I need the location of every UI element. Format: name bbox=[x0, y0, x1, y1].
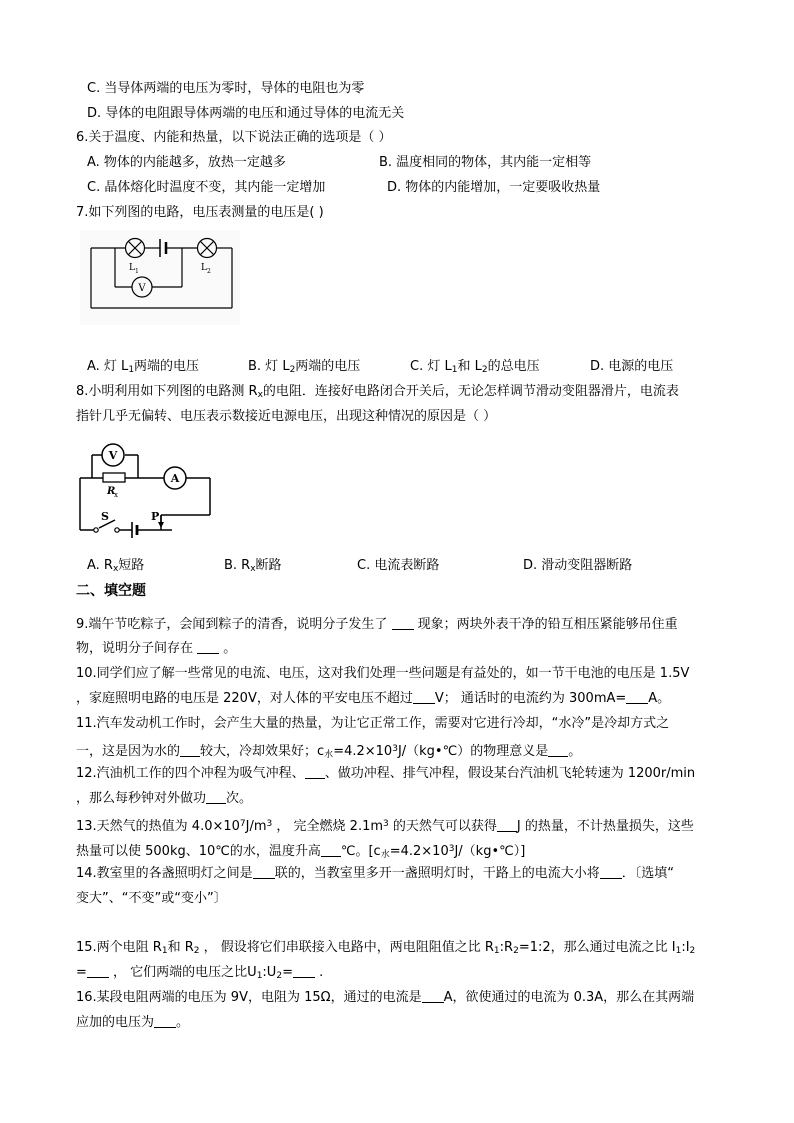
q6-stem: 6.关于温度、内能和热量，以下说法正确的选项是（ ） bbox=[76, 130, 392, 145]
q8-option-c: C. 电流表断路 bbox=[357, 558, 440, 573]
answer-blank[interactable] bbox=[497, 819, 517, 832]
switch-icon bbox=[94, 528, 98, 532]
q13-line2: 热量可以使 500kg、10℃的水，温度升高 ℃。$[c_水=4.2\times 10^3J/(kg•℃)]$ bbox=[76, 844, 526, 860]
switch-label: S bbox=[101, 510, 109, 523]
lamp-l1-label: L bbox=[129, 263, 135, 273]
answer-blank[interactable] bbox=[413, 691, 435, 704]
q9-line2: 物，说明分子间存在 。 bbox=[76, 641, 237, 656]
q13-line1: 13.天然气的热值为 $4.0\times 10^7J/m^3$ ， 完全燃烧 $2.1m^3$ 的天然气可以获得 J 的热量，不计热量损失，这些 bbox=[76, 819, 694, 834]
answer-blank[interactable] bbox=[154, 1015, 176, 1028]
q7-option-c: C. 灯 $L_1$和 $L_2$的总电压 bbox=[410, 359, 540, 375]
q6-option-b: B. 温度相同的物体，其内能一定相等 bbox=[379, 155, 592, 170]
q6-option-d: D. 物体的内能增加，一定要吸收热量 bbox=[387, 180, 601, 195]
lamp-l1-label-sub: 1 bbox=[135, 268, 139, 275]
section-heading-fill-in: 二、填空题 bbox=[76, 583, 146, 599]
q8-option-a: A. $R_x$短路 bbox=[87, 558, 145, 574]
answer-blank[interactable] bbox=[87, 965, 109, 978]
resistor-rx-icon bbox=[103, 473, 125, 482]
answer-blank[interactable] bbox=[206, 791, 226, 804]
q8-stem-line1: 8.小明利用如下列图的电路测 $R_x$的电阻．连接好电路闭合开关后，无论怎样调节滑动变阻器滑片，电流表 bbox=[76, 384, 679, 400]
resistor-label-sub: x bbox=[114, 491, 118, 499]
answer-blank[interactable] bbox=[197, 641, 219, 654]
q7-option-d: D. 电源的电压 bbox=[590, 359, 674, 374]
q16-line1: 16.某段电阻两端的电压为 9V，电阻为 15Ω，通过的电流是 A，欲使通过的电流为 0.3A，那么在其两端 bbox=[76, 990, 695, 1005]
answer-blank[interactable] bbox=[600, 866, 622, 879]
answer-blank[interactable] bbox=[422, 990, 444, 1003]
q8-option-d: D. 滑动变阻器断路 bbox=[523, 558, 633, 573]
q6-option-c: C. 晶体熔化时温度不变，其内能一定增加 bbox=[87, 180, 326, 195]
q10-line1: 10.同学们应了解一些常见的电流、电压，这对我们处理一些问题是有益处的，如一节干电池的电压是 1.5V bbox=[76, 666, 690, 681]
resistor-label: R bbox=[107, 486, 116, 497]
answer-blank[interactable] bbox=[180, 744, 200, 757]
q12-line1: 12.汽油机工作的四个冲程为吸气冲程、 、做功冲程、排气冲程，假设某台汽油机飞轮转速为 1200r/min bbox=[76, 766, 696, 781]
q4-option-c: C. 当导体两端的电压为零时，导体的电阻也为零 bbox=[87, 81, 365, 96]
q6-option-a: A. 物体的内能越多，放热一定越多 bbox=[87, 155, 286, 170]
lamp-l2-label: L bbox=[201, 263, 207, 273]
q12-line2: ，那么每秒钟对外做功 次。 bbox=[76, 791, 253, 806]
q10-line2: ，家庭照明电路的电压是 220V，对人体的平安电压不超过 V； 通话时的电流约为 300mA= A。 bbox=[76, 691, 671, 706]
q14-line1: 14.教室里的各盏照明灯之间是 联的，当教室里多开一盏照明灯时，干路上的电流大小将 ．〔选填“ bbox=[76, 866, 674, 881]
answer-blank[interactable] bbox=[293, 965, 315, 978]
q9-line1: 9.端午节吃粽子，会闻到粽子的清香，说明分子发生了 现象；两块外表干净的铅互相压紧能够吊住重 bbox=[76, 617, 678, 632]
answer-blank[interactable] bbox=[253, 866, 275, 879]
voltmeter-label: V bbox=[138, 283, 146, 294]
q15-line1: 15.两个电阻 $R_1$和 $R_2$ ， 假设将它们串联接入电路中，两电阻阻值之比 $R_1:R_2=1:2$，那么通过电流之比 $I_1:I_2$ bbox=[76, 940, 696, 956]
answer-blank[interactable] bbox=[548, 744, 568, 757]
q8-stem-line2: 指针几乎无偏转、电压表示数接近电源电压，出现这种情况的原因是（ ） bbox=[76, 409, 497, 424]
q7-option-b: B. 灯 $L_2$两端的电压 bbox=[248, 359, 361, 375]
q8-circuit-diagram bbox=[72, 443, 217, 543]
q7-option-a: A. 灯 $L_1$两端的电压 bbox=[87, 359, 200, 375]
ammeter-label: A bbox=[170, 472, 180, 485]
answer-blank[interactable] bbox=[626, 691, 648, 704]
q7-stem: 7.如下列图的电路，电压表测量的电压是( ) bbox=[76, 205, 324, 220]
answer-blank[interactable] bbox=[392, 617, 414, 630]
q11-line2: 一，这是因为水的 较大，冷却效果好；$c_水=4.2\times 10^3J/(kg•℃)$的物理意义是 。 bbox=[76, 744, 582, 760]
answer-blank[interactable] bbox=[321, 844, 341, 857]
q14-line2: 变大”、“不变”或“变小”〕 bbox=[76, 891, 227, 906]
q15-line2: = ， 它们两端的电压之比$U_1:U_2=$ . bbox=[76, 965, 324, 981]
q7-circuit-diagram bbox=[80, 230, 240, 325]
answer-blank[interactable] bbox=[305, 766, 325, 779]
lamp-l2-label-sub: 2 bbox=[207, 268, 211, 275]
q11-line1: 11.汽车发动机工作时，会产生大量的热量，为让它正常工作，需要对它进行冷却，“水冷”是冷却方式之 bbox=[76, 716, 670, 731]
q4-option-d: D. 导体的电阻跟导体两端的电压和通过导体的电流无关 bbox=[87, 106, 405, 121]
q16-line2: 应加的电压为 。 bbox=[76, 1015, 190, 1030]
voltmeter-label: V bbox=[108, 449, 118, 462]
slider-label: P bbox=[151, 510, 160, 523]
q8-option-b: B. $R_x$断路 bbox=[224, 558, 282, 574]
